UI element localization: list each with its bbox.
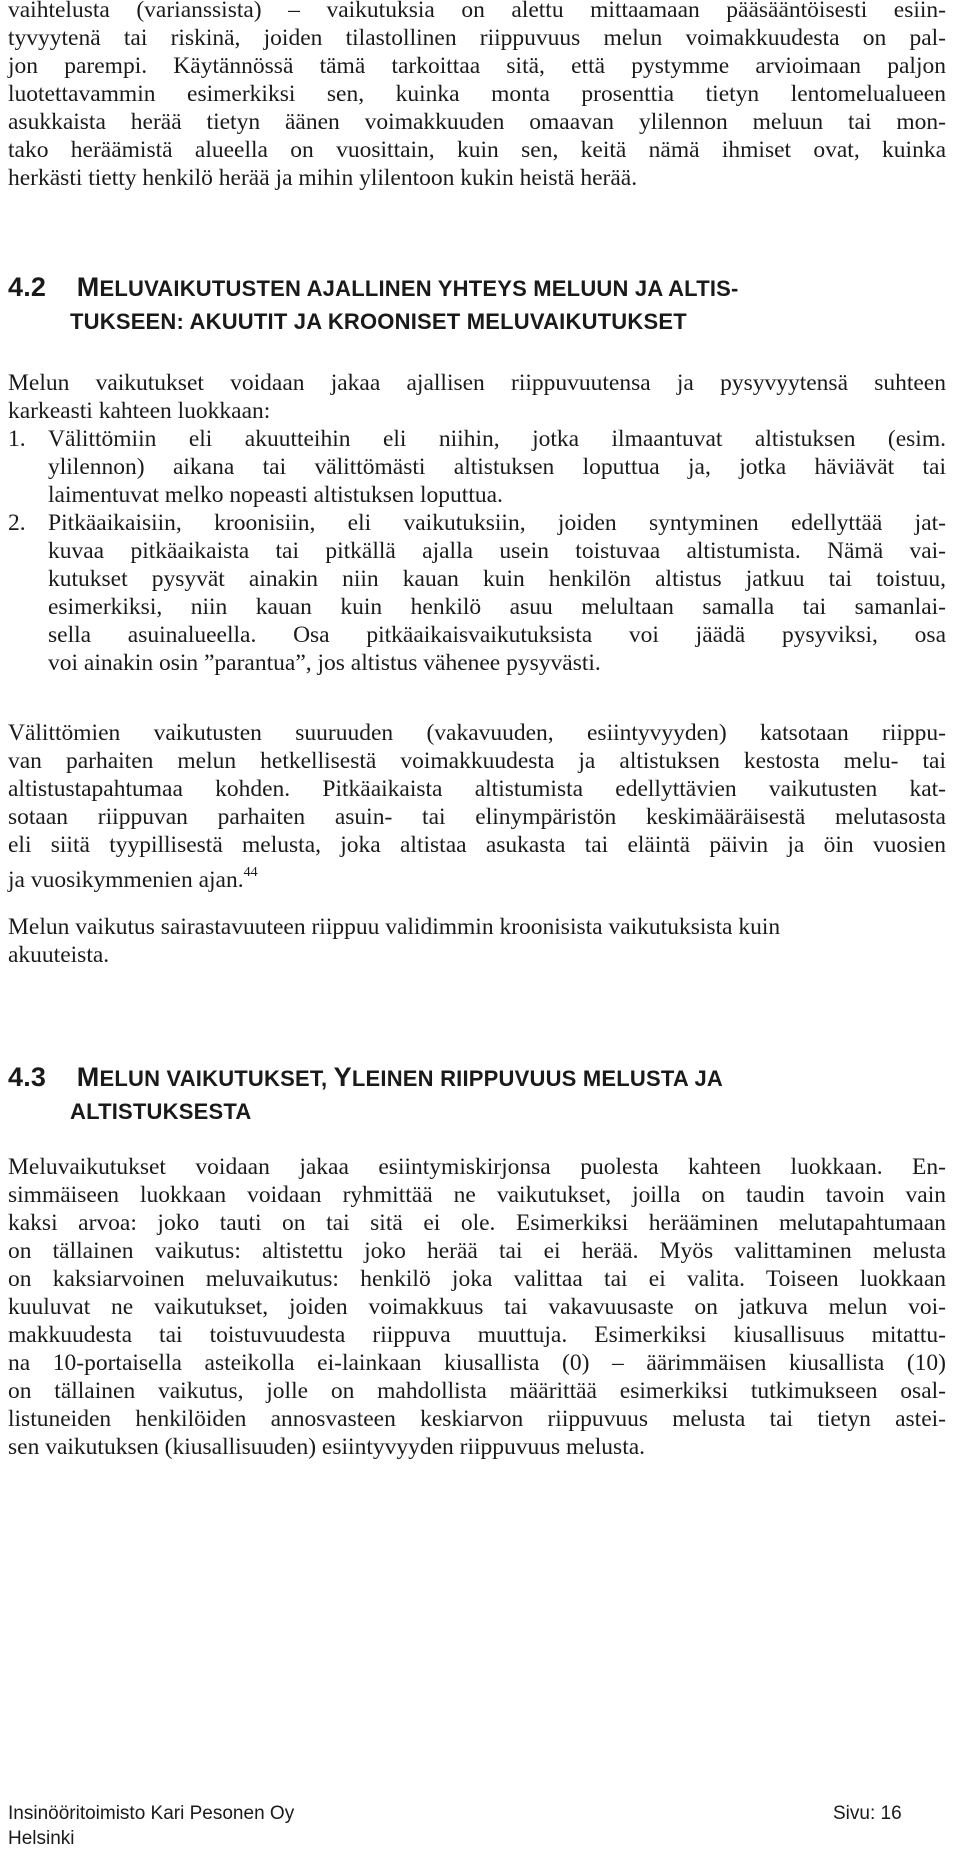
- text-line: vaihtelusta (varianssista) – vaikutuksia on alettu mittaamaan pääsääntöisesti esiin-: [8, 0, 946, 23]
- text-line: karkeasti kahteen luokkaan:: [8, 398, 271, 424]
- text-line: ylilennon) aikana tai välittömästi altistuksen loputtua ja, jotka häviävät tai: [48, 454, 946, 480]
- text-line: sotaan riippuvan parhaiten asuin- tai elinympäristön keskimääräisestä melutasosta: [8, 804, 946, 830]
- document-page: vaihtelusta (varianssista) – vaikutuksia on alettu mittaamaan pääsääntöisesti esiin- tyvyytenä tai riskinä, joiden tilastollinen riippuvuus melun voimakkuudesta on pal- jon parempi. Käytännössä tämä tarkoittaa sitä, että pystymme arvioimaan paljon luotettavammin esimerkiksi sen, kuinka monta prosenttia tietyn lentomelualueen asukkaista herää tietyn äänen voimakkuuden omaavan ylilennon meluun tai mon- tako heräämistä alueella on vuosittain, kuin sen, keitä nämä ihmiset ovat, kuinka herkästi tietty henkilö herää ja mihin ylilentoon kukin heistä herää. 4.2 MELUVAIKUTUSTEN AJALLINEN YHTEYS MELUUN JA ALTIS- TUKSEEN: AKUUTIT JA KROONISET MELUVAIKUTUKSET Melun vaikutukset voidaan jakaa ajallisen riippuvuutensa ja pysyvyytensä suhteen karkeasti kahteen luokkaan: 1. Välittömiin eli akuutteihin eli niihin, jotka ilmaantuvat altistuksen (esim. ylilennon) aikana tai välittömästi altistuksen loputtua ja, jotka häviävät tai laimentuvat melko nopeasti altistuksen loputtua. 2. Pitkäaikaisiin, kroonisiin, eli vaikutuksiin, joiden syntyminen edellyttää jat- kuvaa pitkäaikaista tai pitkällä ajalla usein toistuvaa altistumista. Nämä vai- kutukset pysyvät ainakin niin kauan kuin henkilön altistus jatkuu tai toistuu, esimerkiksi, niin kauan kuin henkilö asuu melultaan samalla tai samanlai- sella asuinalueella. Osa pitkäaikaisvaikutuksista voi jäädä pysyviksi, osa voi ainakin osin ”parantua”, jos altistus vähenee pysyvästi. Välittömien vaikutusten suuruuden (vakavuuden, esiintyvyyden) katsotaan riippu- van parhaiten melun hetkellisestä voimakkuudesta ja altistuksen kestosta melu- tai altistustapahtumaa kohden. Pitkäaikaista altistumista edellyttävien vaikutusten kat- sotaan riippuvan parhaiten asuin- tai elinympäristön keskimääräisestä melutasosta eli siitä tyypillisestä melusta, joka altistaa asukasta tai eläintä päivin ja öin vuosien ja vuosikymmenien ajan.$^{44}$ Melun vaikutus sairastavuuteen riippuu validimmin kroonisista vaikutuksista kuin akuuteista. 4.3 MELUN VAIKUTUKSET, YLEINEN RIIPPUVUUS MELUSTA JA ALTISTUKSESTA Meluvaikutukset voidaan jakaa esiintymiskirjonsa puolesta kahteen luokkaan. En- simmäiseen luokkaan voidaan ryhmittää ne vaikutukset, joilla on taudin tavoin vain kaksi arvoa: joko tauti on tai sitä ei ole. Esimerkiksi herääminen melutapahtumaan on tällainen vaikutus: altistettu joko herää tai ei herää. Myös valittaminen melusta on kaksiarvoinen meluvaikutus: henkilö joka valittaa tai ei valita. Toiseen luokkaan kuuluvat ne vaikutukset, joiden voimakkuus tai vakavuusaste on jatkuva melun voi- makkuudesta tai toistuvuudesta riippuva muuttuja. Esimerkiksi kiusallisuus mitattu- na 10-portaisella asteikolla ei-lainkaan kiusallista (0) – äärimmäisen kiusallista (10) on tällainen vaikutus, jolle on mahdollista määrittää esimerkiksi tutkimukseen osal- listuneiden henkilöiden annosvasteen keskiarvon riippuvuus melusta tai tietyn astei- sen vaikutuksen (kiusallisuuden) esiintyvyyden riippuvuus melusta. Insinööritoimisto Kari Pesonen Oy Helsinki Sivu: 16: [0, 0, 960, 1861]
- text-line: Välittömien vaikutusten suuruuden (vakavuuden, esiintyvyyden) katsotaan riippu-: [8, 720, 946, 746]
- text-line: simmäiseen luokkaan voidaan ryhmittää ne vaikutukset, joilla on taudin tavoin vain: [8, 1182, 946, 1208]
- list-number: 2.: [8, 510, 26, 536]
- text-line: tako heräämistä alueella on vuosittain, kuin sen, keitä nämä ihmiset ovat, kuinka: [8, 137, 946, 163]
- section-number: 4.3: [8, 1062, 47, 1092]
- footer-city: Helsinki: [8, 1828, 75, 1849]
- text-line: sella asuinalueella. Osa pitkäaikaisvaikutuksista voi jäädä pysyviksi, osa: [48, 622, 946, 648]
- text-line: kuuluvat ne vaikutukset, joiden voimakkuus tai vakavuusaste on jatkuva melun voi-: [8, 1294, 946, 1320]
- text-line: luotettavammin esimerkiksi sen, kuinka monta prosenttia tietyn lentomelualueen: [8, 81, 946, 107]
- text-line: makkuudesta tai toistuvuudesta riippuva muuttuja. Esimerkiksi kiusallisuus mitattu-: [8, 1322, 946, 1348]
- text-line: ja vuosikymmenien ajan.$^{44}$: [8, 865, 258, 893]
- text-line: esimerkiksi, niin kauan kuin henkilö asuu melultaan samalla tai samanlai-: [48, 594, 946, 620]
- text-line: herkästi tietty henkilö herää ja mihin ylilentoon kukin heistä herää.: [8, 165, 638, 191]
- text-line: jon parempi. Käytännössä tämä tarkoittaa sitä, että pystymme arvioimaan paljon: [8, 53, 946, 79]
- footer-company: Insinööritoimisto Kari Pesonen Oy: [8, 1803, 295, 1824]
- section-title-line: TUKSEEN: AKUUTIT JA KROONISET MELUVAIKUTUKSET: [70, 309, 687, 334]
- text-line: Melun vaikutus sairastavuuteen riippuu validimmin kroonisista vaikutuksista kuin: [8, 914, 781, 940]
- page-number: Sivu: 16: [833, 1803, 902, 1824]
- text-line: akuuteista.: [8, 942, 110, 968]
- text-line: kuvaa pitkäaikaista tai pitkällä ajalla usein toistuvaa altistumista. Nämä vai-: [48, 538, 946, 564]
- footnote-reference: 44: [243, 865, 258, 880]
- text-line: asukkaista herää tietyn äänen voimakkuuden omaavan ylilennon meluun tai mon-: [8, 109, 946, 135]
- text-line: tyvyytenä tai riskinä, joiden tilastollinen riippuvuus melun voimakkuudesta on pal-: [8, 25, 946, 51]
- text-line: eli siitä tyypillisestä melusta, joka altistaa asukasta tai eläintä päivin ja öin vuosien: [8, 832, 946, 858]
- text-line: voi ainakin osin ”parantua”, jos altistus vähenee pysyvästi.: [48, 650, 601, 676]
- section-title-line: ELUVAIKUTUSTEN AJALLINEN YHTEYS MELUUN JA ALTIS-: [99, 276, 739, 301]
- section-title-line: ALTISTUKSESTA: [70, 1099, 252, 1124]
- text-line: on tällainen vaikutus, jolle on mahdollista määrittää esimerkiksi tutkimukseen osal-: [8, 1378, 946, 1404]
- text-line: Välittömiin eli akuutteihin eli niihin, jotka ilmaantuvat altistuksen (esim.: [48, 426, 946, 452]
- text-line: listuneiden henkilöiden annosvasteen keskiarvon riippuvuus melusta tai tietyn astei-: [8, 1406, 946, 1432]
- text-line: sen vaikutuksen (kiusallisuuden) esiintyvyyden riippuvuus melusta.: [8, 1434, 646, 1460]
- section-number: 4.2: [8, 272, 47, 302]
- text-line: Meluvaikutukset voidaan jakaa esiintymiskirjonsa puolesta kahteen luokkaan. En-: [8, 1154, 946, 1180]
- text-line: kaksi arvoa: joko tauti on tai sitä ei ole. Esimerkiksi herääminen melutapahtumaan: [8, 1210, 946, 1236]
- text-line: na 10-portaisella asteikolla ei-lainkaan kiusallista (0) – äärimmäisen kiusallista (10): [8, 1350, 946, 1376]
- text-line: Pitkäaikaisiin, kroonisiin, eli vaikutuksiin, joiden syntyminen edellyttää jat-: [48, 510, 946, 536]
- text-line: laimentuvat melko nopeasti altistuksen loputtua.: [48, 482, 503, 508]
- text-line: Melun vaikutukset voidaan jakaa ajallisen riippuvuutensa ja pysyvyytensä suhteen: [8, 370, 946, 396]
- text-line: van parhaiten melun hetkellisestä voimakkuudesta ja altistuksen kestosta melu- tai: [8, 748, 946, 774]
- list-number: 1.: [8, 426, 26, 452]
- text-line: kutukset pysyvät ainakin niin kauan kuin henkilön altistus jatkuu tai toistuu,: [48, 566, 946, 592]
- text-line: altistustapahtumaa kohden. Pitkäaikaista altistumista edellyttävien vaikutusten kat-: [8, 776, 946, 802]
- text-line: on tällainen vaikutus: altistettu joko herää tai ei herää. Myös valittaminen melusta: [8, 1238, 946, 1264]
- text-line: on kaksiarvoinen meluvaikutus: henkilö joka valittaa tai ei valita. Toiseen luokkaan: [8, 1266, 946, 1292]
